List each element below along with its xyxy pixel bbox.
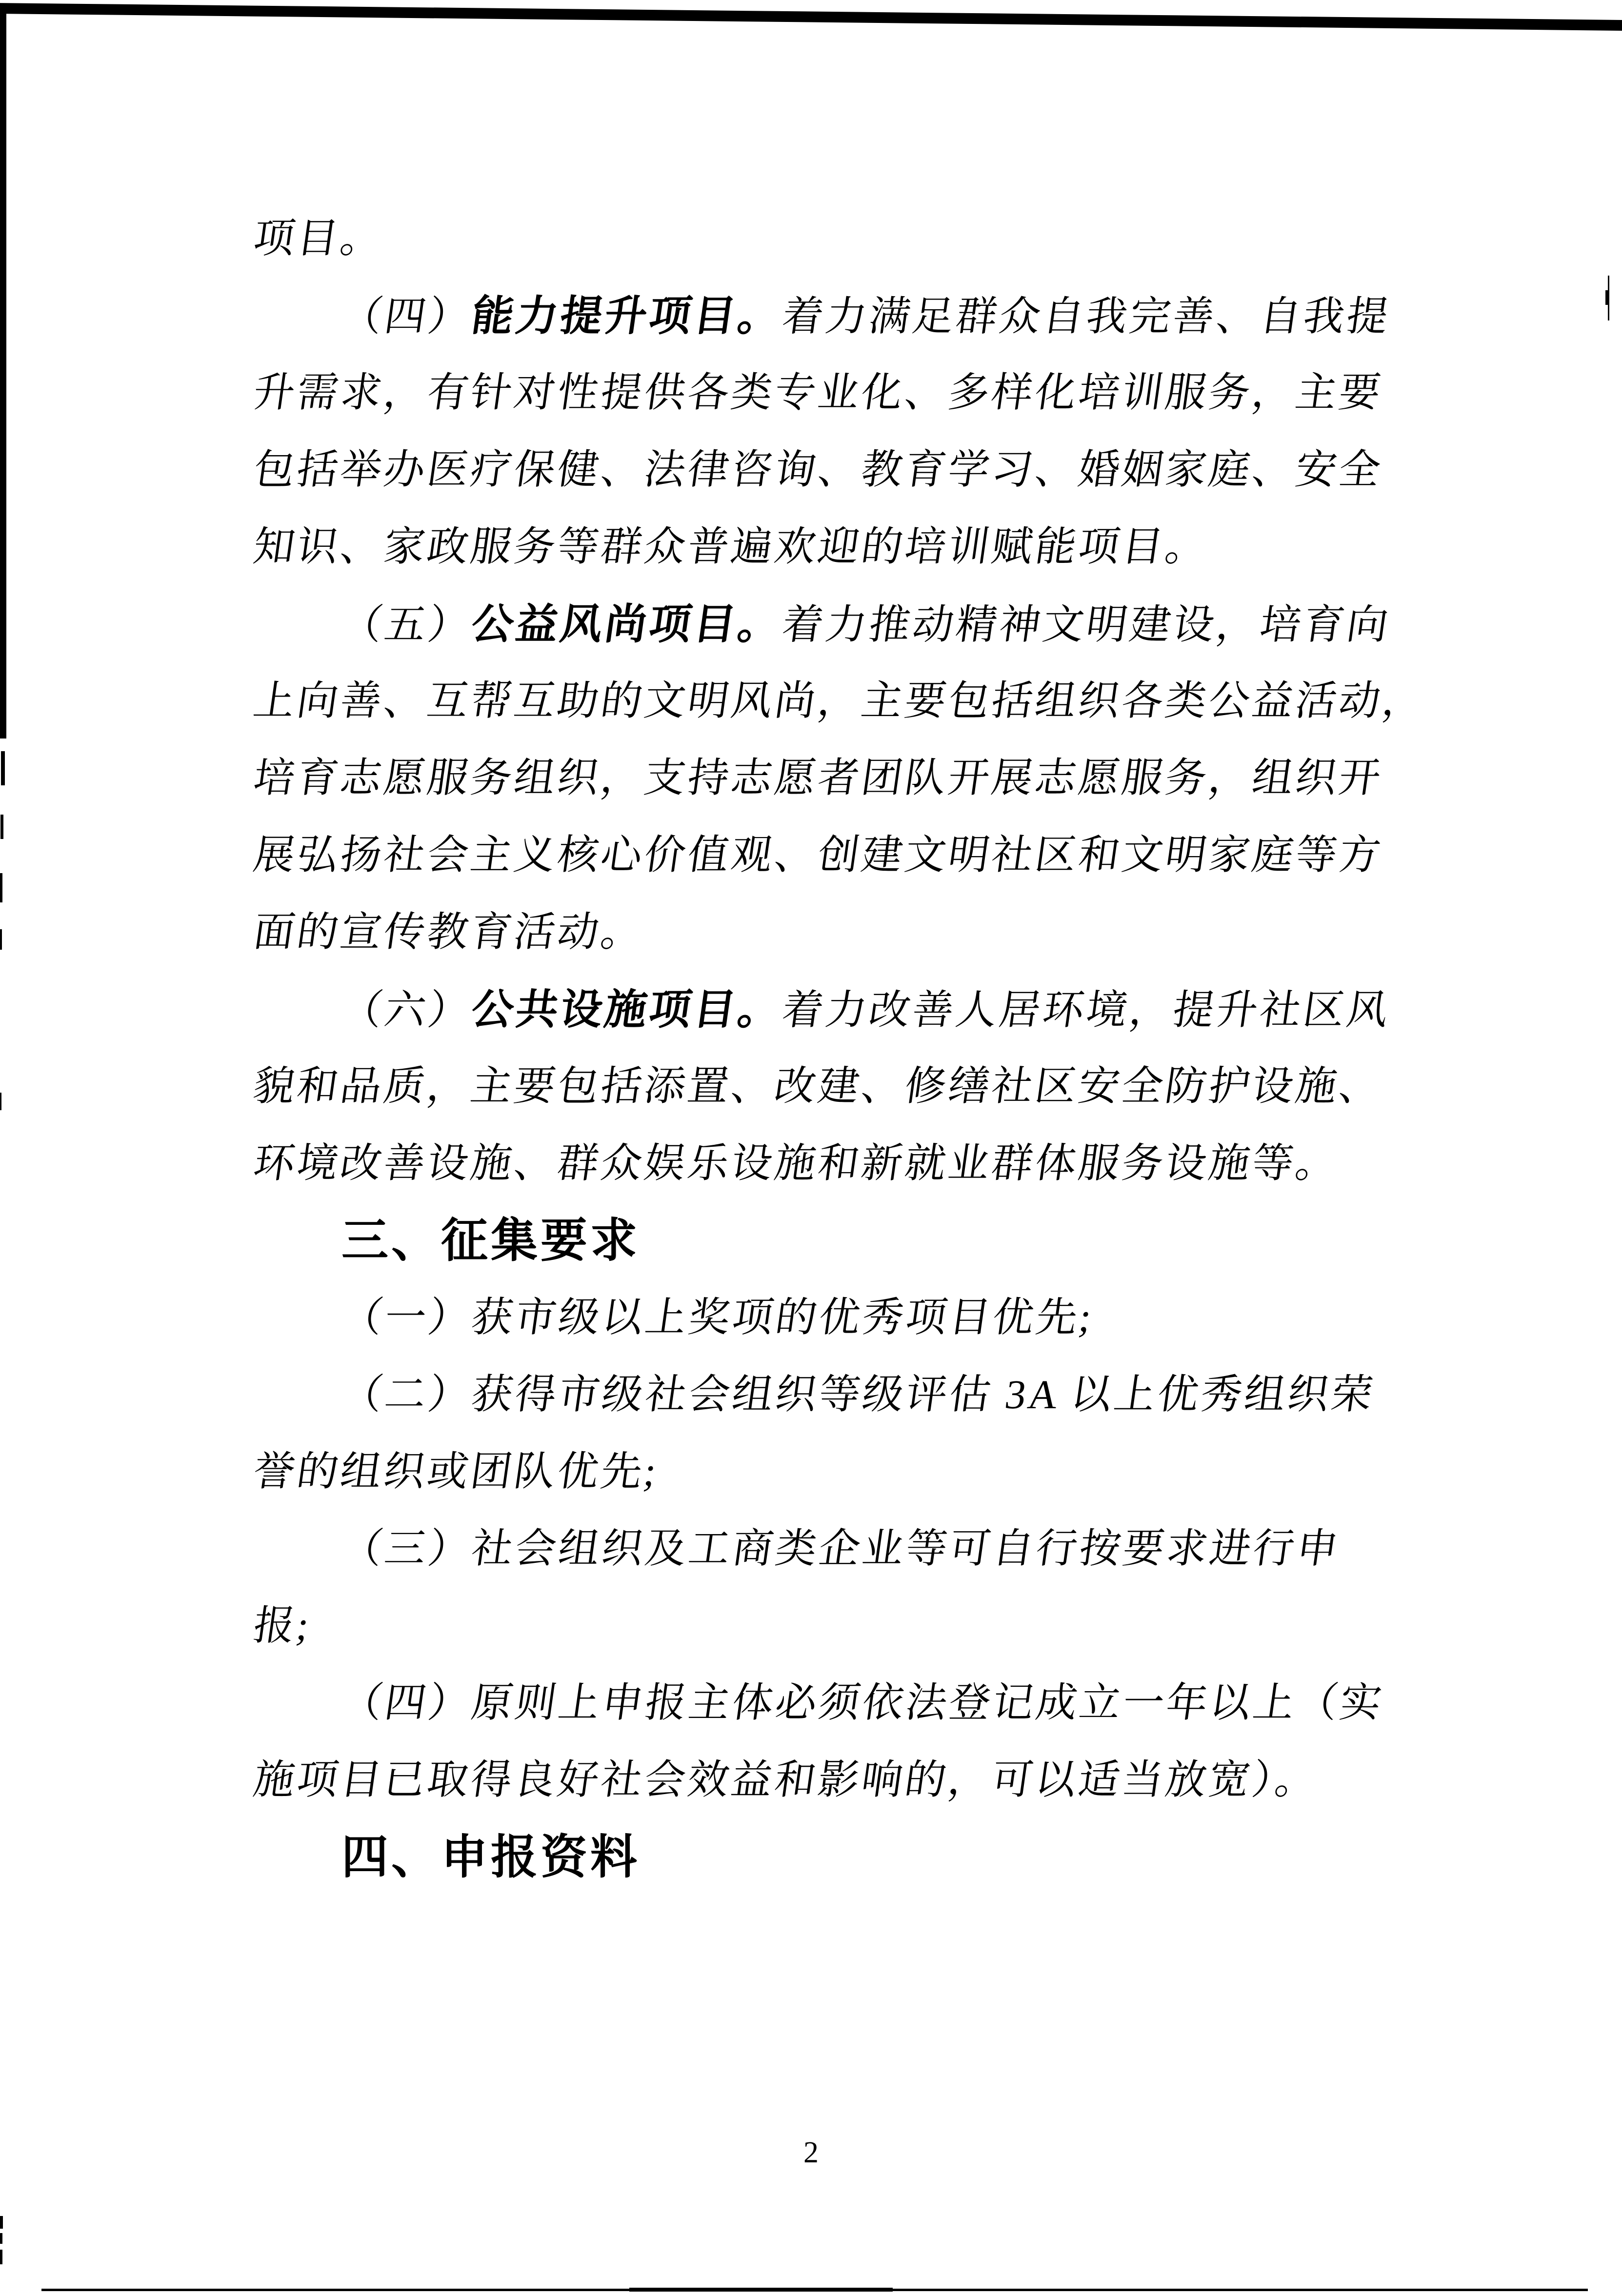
text-segment: 培育志愿服务组织，支持志愿者团队开展志愿服务，组织开 [250,756,1386,801]
scan-artifact-left-dash [0,2250,2,2264]
document-body [0,200,1622,1896]
text-segment: 施项目已取得良好社会效益和影响的，可以适当放宽）。 [250,1757,1322,1803]
text-line [248,817,1622,894]
text-line [248,1434,1622,1511]
text-line [336,971,1622,1048]
text-segment: （五） [338,602,475,648]
text-line [336,586,1622,663]
text-segment: 包括举办医疗保健、法律咨询、教育学习、婚姻家庭、安全 [250,447,1386,493]
text-line [336,1357,1622,1434]
text-line [336,278,1622,355]
bold-text-segment: 公共设施项目。 [468,986,786,1033]
text-segment: 环境改善设施、群众娱乐设施和新就业群体服务设施等。 [250,1141,1342,1186]
text-segment: 誉的组织或团队优先; [250,1449,661,1495]
text-line [248,1125,1622,1202]
text-segment: 展弘扬社会主义核心价值观、创建文明社区和文明家庭等方 [250,833,1386,878]
text-line [248,740,1622,817]
bold-text-segment: 三、征集要求 [341,1215,640,1267]
text-segment: （四）原则上申报主体必须依法登记成立一年以上（实 [338,1680,1387,1726]
text-segment: 升需求，有针对性提供各类专业化、多样化培训服务，主要 [250,370,1386,416]
text-segment: 知识、家政服务等群众普遍欢迎的培训赋能项目。 [250,524,1212,570]
text-line [336,1279,1622,1357]
text-line [336,1665,1622,1742]
text-line [248,200,1622,278]
text-segment: （六） [338,988,475,1033]
text-segment: 项目。 [250,216,387,261]
scan-artifact-bottom-edge [629,2288,893,2292]
text-line [248,355,1622,432]
text-line [248,1048,1622,1125]
scan-artifact-left-dash [0,2233,2,2244]
text-segment: 着力满足群众自我完善、自我提 [779,294,1394,339]
scan-artifact-left-dash [0,2216,3,2229]
heading-line [341,1819,1622,1896]
scan-artifact-top-edge [0,3,1622,31]
text-segment: 上向善、互帮互助的文明风尚，主要包括组织各类公益活动， [250,679,1429,724]
page-number: 2 [803,2136,819,2169]
text-segment: （三）社会组织及工商类企业等可自行按要求进行申 [338,1526,1343,1572]
text-segment: 着力改善人居环境，提升社区风 [779,988,1394,1033]
heading-line [341,1202,1622,1279]
text-segment: 面的宣传教育活动。 [250,910,648,955]
text-line [248,1588,1622,1665]
bold-text-segment: 公益风尚项目。 [468,601,786,648]
text-segment: 着力推动精神文明建设，培育向 [779,602,1394,648]
text-segment: 貌和品质，主要包括添置、改建、修缮社区安全防护设施、 [250,1064,1386,1109]
text-line [248,432,1622,509]
text-segment: （四） [338,294,475,339]
text-line [248,663,1622,740]
text-line [248,1742,1622,1819]
text-segment: （二）获得市级社会组织等级评估 3A 以上优秀组织荣 [338,1372,1378,1418]
bold-text-segment: 四、申报资料 [341,1831,640,1883]
text-line [248,894,1622,971]
text-line [248,509,1622,586]
text-line [336,1511,1622,1588]
bold-text-segment: 能力提升项目。 [468,293,786,339]
text-segment: （一）获市级以上奖项的优秀项目优先; [338,1295,1097,1340]
text-segment: 报; [250,1603,314,1649]
